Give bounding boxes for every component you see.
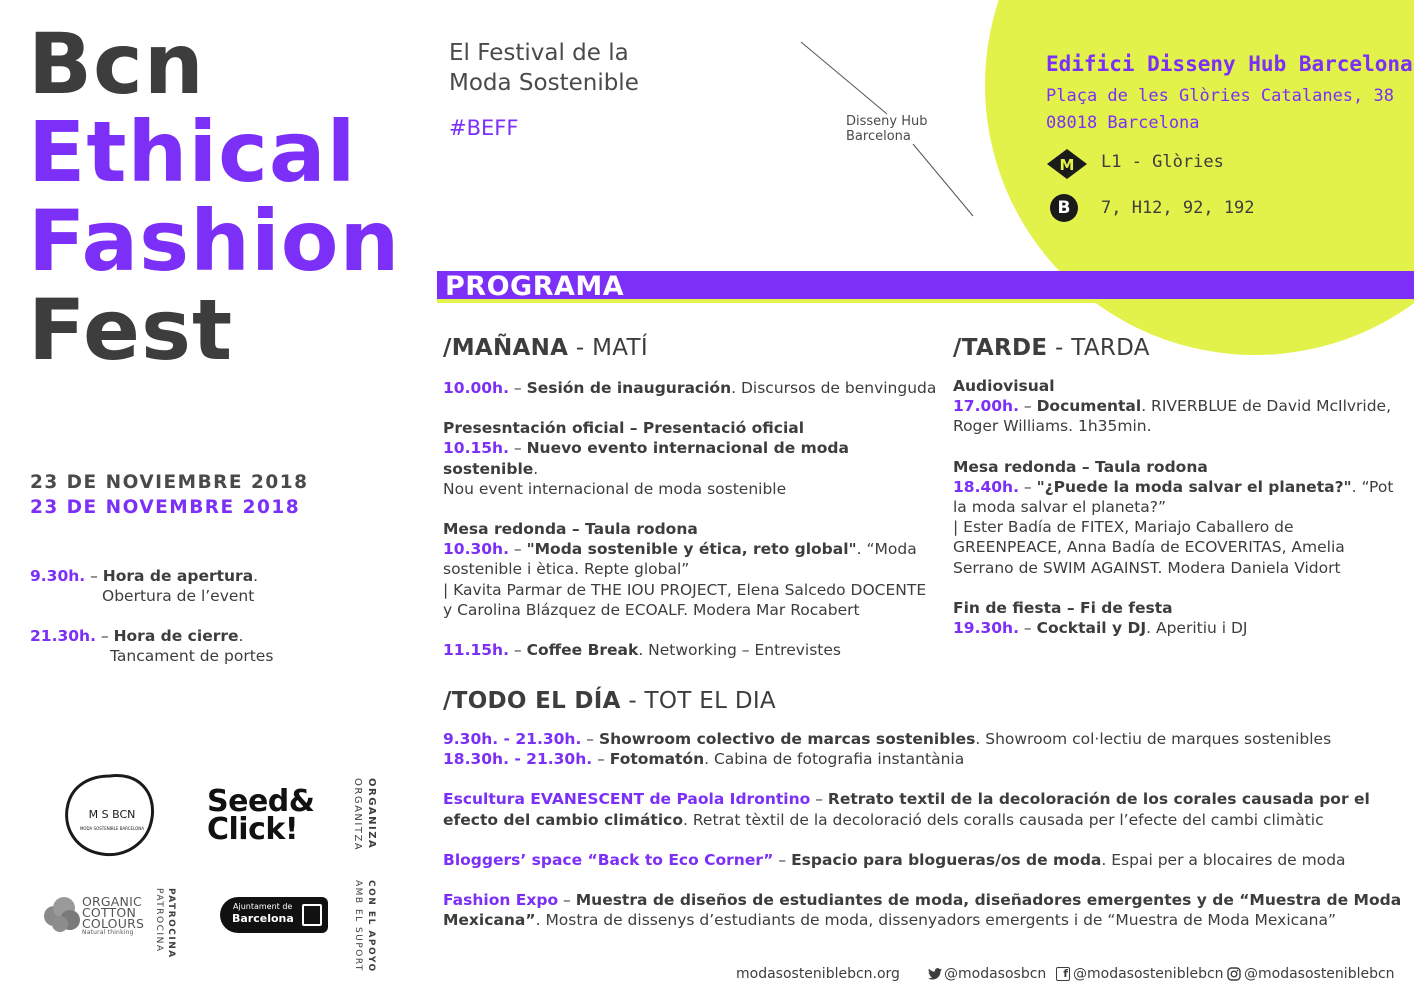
venue-address-2: 08018 Barcelona: [1046, 113, 1200, 133]
barcelona-shield-icon: [302, 904, 322, 926]
organiza-label: ORGANIZA: [366, 778, 377, 850]
list-item: Fashion Expo – Muestra de diseños de estudiantes de moda, diseñadores emergentes y de “Muestra de Moda: [443, 891, 1402, 910]
patrocina-ca-label: PATROCINA: [154, 888, 164, 953]
metro-icon: [1047, 149, 1083, 177]
footer-instagram-link[interactable]: @modasosteniblebcn: [1244, 966, 1395, 982]
apoyo-label: CON EL APOYO: [366, 880, 376, 973]
title-line-fest: Fest: [28, 281, 234, 379]
todo-program: 9.30h. - 21.30h. – Showroom colectivo de marcas sostenibles. Showroom col·lectiu de marques sostenibles 18.30h. - 21.30h. – Fotomatón. Cabina de fotografia instantània Escultura EVANESCENT de Paola Idrontino – Retrato textil de la decoloración de los corales causada por el efecto del cambio climático. Retrat tèxtil de la decoloració dels coralls causada per l’efecte del cambi climàtic Bloggers’ space “Back to Eco Corner” – Espacio para blogueras/os de moda. Espai per a blocaires de moda Fashion Expo – Muestra de diseños de estudiantes de moda, diseñadores emergentes y de “Muestra de Moda Mexicana”. Mostra de dissenys d’estudiants de moda, dissenyadors emergents i de “Muestra de Moda Mexicana”: [443, 730, 1402, 930]
ajuntament-logo: Ajuntament de Barcelona: [220, 897, 328, 933]
facebook-icon: f: [1056, 967, 1070, 981]
tarde-program: Audiovisual 17.00h. – Documental. RIVERBLUE de David McIlvride, Roger Williams. 1h35min. Mesa redonda – Taula rodona 18.40h. – "¿Puede la moda salvar el planeta?". “Pot la moda salvar el planeta?” | Ester Badía de FITEX, Mariajo Caballero de GREENPEACE, Anna Badía de ECOVERITAS, Amelia Serrano de SWIM AGAINST. Modera Daniela Vidort Fin de fiesta – Fi de festa 19.30h. – Cocktail y DJ. Aperitiu i DJ: [953, 376, 1403, 638]
metro-line: L1 - Glòries: [1101, 152, 1224, 172]
programa-heading: PROGRAMA: [445, 271, 625, 302]
list-item: 18.40h. – "¿Puede la moda salvar el planeta?". “Pot: [953, 477, 1394, 496]
section-todo-heading: /TODO EL DÍA - TOT EL DIA: [443, 688, 776, 714]
manana-program: 10.00h. – Sesión de inauguración. Discursos de benvinguda Presesntación oficial – Presentació oficial 10.15h. – Nuevo evento internacional de moda sostenible. Nou event internacional de moda sostenible Mesa redonda – Taula rodona 10.30h. – "Moda sostenible y ética, reto global". “Moda sostenible i ètica. Repte global” | Kavita Parmar de THE IOU PROJECT, Elena Salcedo DOCENTE y Carolina Blázquez de ECOALF. Modera Mar Rocabert 11.15h. – Coffee Break. Networking – Entrevistes: [443, 379, 937, 660]
closing-hours: 21.30h. – Hora de cierre. Tancament de portes: [30, 627, 274, 666]
date-es: 23 DE NOVIEMBRE 2018: [30, 472, 309, 493]
list-item: 10.00h. – Sesión de inauguración. Discursos de benvinguda: [443, 379, 937, 397]
cotton-cloud-icon: [40, 894, 84, 938]
list-item: 9.30h. - 21.30h. – Showroom colectivo de marcas sostenibles. Showroom col·lectiu de marques sostenibles: [443, 730, 1332, 748]
organic-cotton-colours-logo: ORGANIC COTTON COLOURS Natural thinking: [82, 894, 145, 936]
bus-icon: B: [1050, 194, 1078, 222]
title-line-fashion: Fashion: [28, 192, 401, 290]
msbcn-logo: [60, 770, 160, 860]
list-item: 18.30h. - 21.30h. – Fotomatón. Cabina de fotografia instantània: [443, 750, 965, 769]
seed-click-logo: Seed& Click!: [207, 784, 315, 847]
opening-hours: 9.30h. – Hora de apertura. Obertura de l’event: [30, 567, 259, 606]
list-item: Escultura EVANESCENT de Paola Idrontino – Retrato textil de la decoloración de los corales causada por el: [443, 790, 1370, 809]
title-line-ethical: Ethical: [28, 103, 357, 201]
list-item: 17.00h. – Documental. RIVERBLUE de David McIlvride,: [953, 397, 1392, 416]
disseny-hub-label: Disseny Hub Barcelona: [846, 114, 928, 144]
footer-twitter-link[interactable]: @modasosbcn: [944, 966, 1047, 982]
svg-text:MODA SOSTENIBLE BARCELONA: MODA SOSTENIBLE BARCELONA: [79, 826, 145, 831]
suport-label: AMB EL SUPORT: [353, 880, 363, 972]
list-item: 11.15h. – Coffee Break. Networking – Entrevistes: [443, 641, 841, 660]
hashtag: #BEFF: [449, 116, 519, 140]
title-line-bcn: Bcn: [28, 15, 205, 113]
list-item: 19.30h. – Cocktail y DJ. Aperitiu i DJ: [953, 619, 1248, 638]
venue-address-1: Plaça de les Glòries Catalanes, 38: [1046, 86, 1394, 106]
festival-subtitle: El Festival de la Moda Sostenible: [449, 40, 639, 96]
date-ca: 23 DE NOVEMBRE 2018: [30, 497, 301, 518]
svg-text:M: M: [1059, 156, 1075, 174]
bus-lines: 7, H12, 92, 192: [1101, 198, 1255, 218]
programa-bar: [437, 271, 1414, 303]
footer-facebook-link[interactable]: @modasosteniblebcn: [1073, 966, 1224, 982]
section-tarde-heading: /TARDE - TARDA: [953, 335, 1150, 361]
list-item: 10.15h. – Nuevo evento internacional de moda sostenible.: [443, 439, 849, 478]
section-manana-heading: /MAÑANA - MATÍ: [443, 335, 648, 361]
patrocina-label: PATROCINA: [166, 888, 176, 959]
organitza-label: ORGANITZA: [352, 778, 363, 852]
list-item: 10.30h. – "Moda sostenible y ética, reto global". “Moda: [443, 540, 917, 559]
venue-name: Edifici Disseny Hub Barcelona: [1046, 52, 1413, 76]
footer-website-link[interactable]: modasosteniblebcn.org: [736, 966, 900, 982]
twitter-icon: [928, 968, 942, 980]
instagram-icon: [1227, 967, 1241, 981]
svg-text:M S BCN: M S BCN: [88, 808, 136, 821]
list-item: Bloggers’ space “Back to Eco Corner” – Espacio para blogueras/os de moda. Espai per a blocaires de moda: [443, 850, 1346, 869]
